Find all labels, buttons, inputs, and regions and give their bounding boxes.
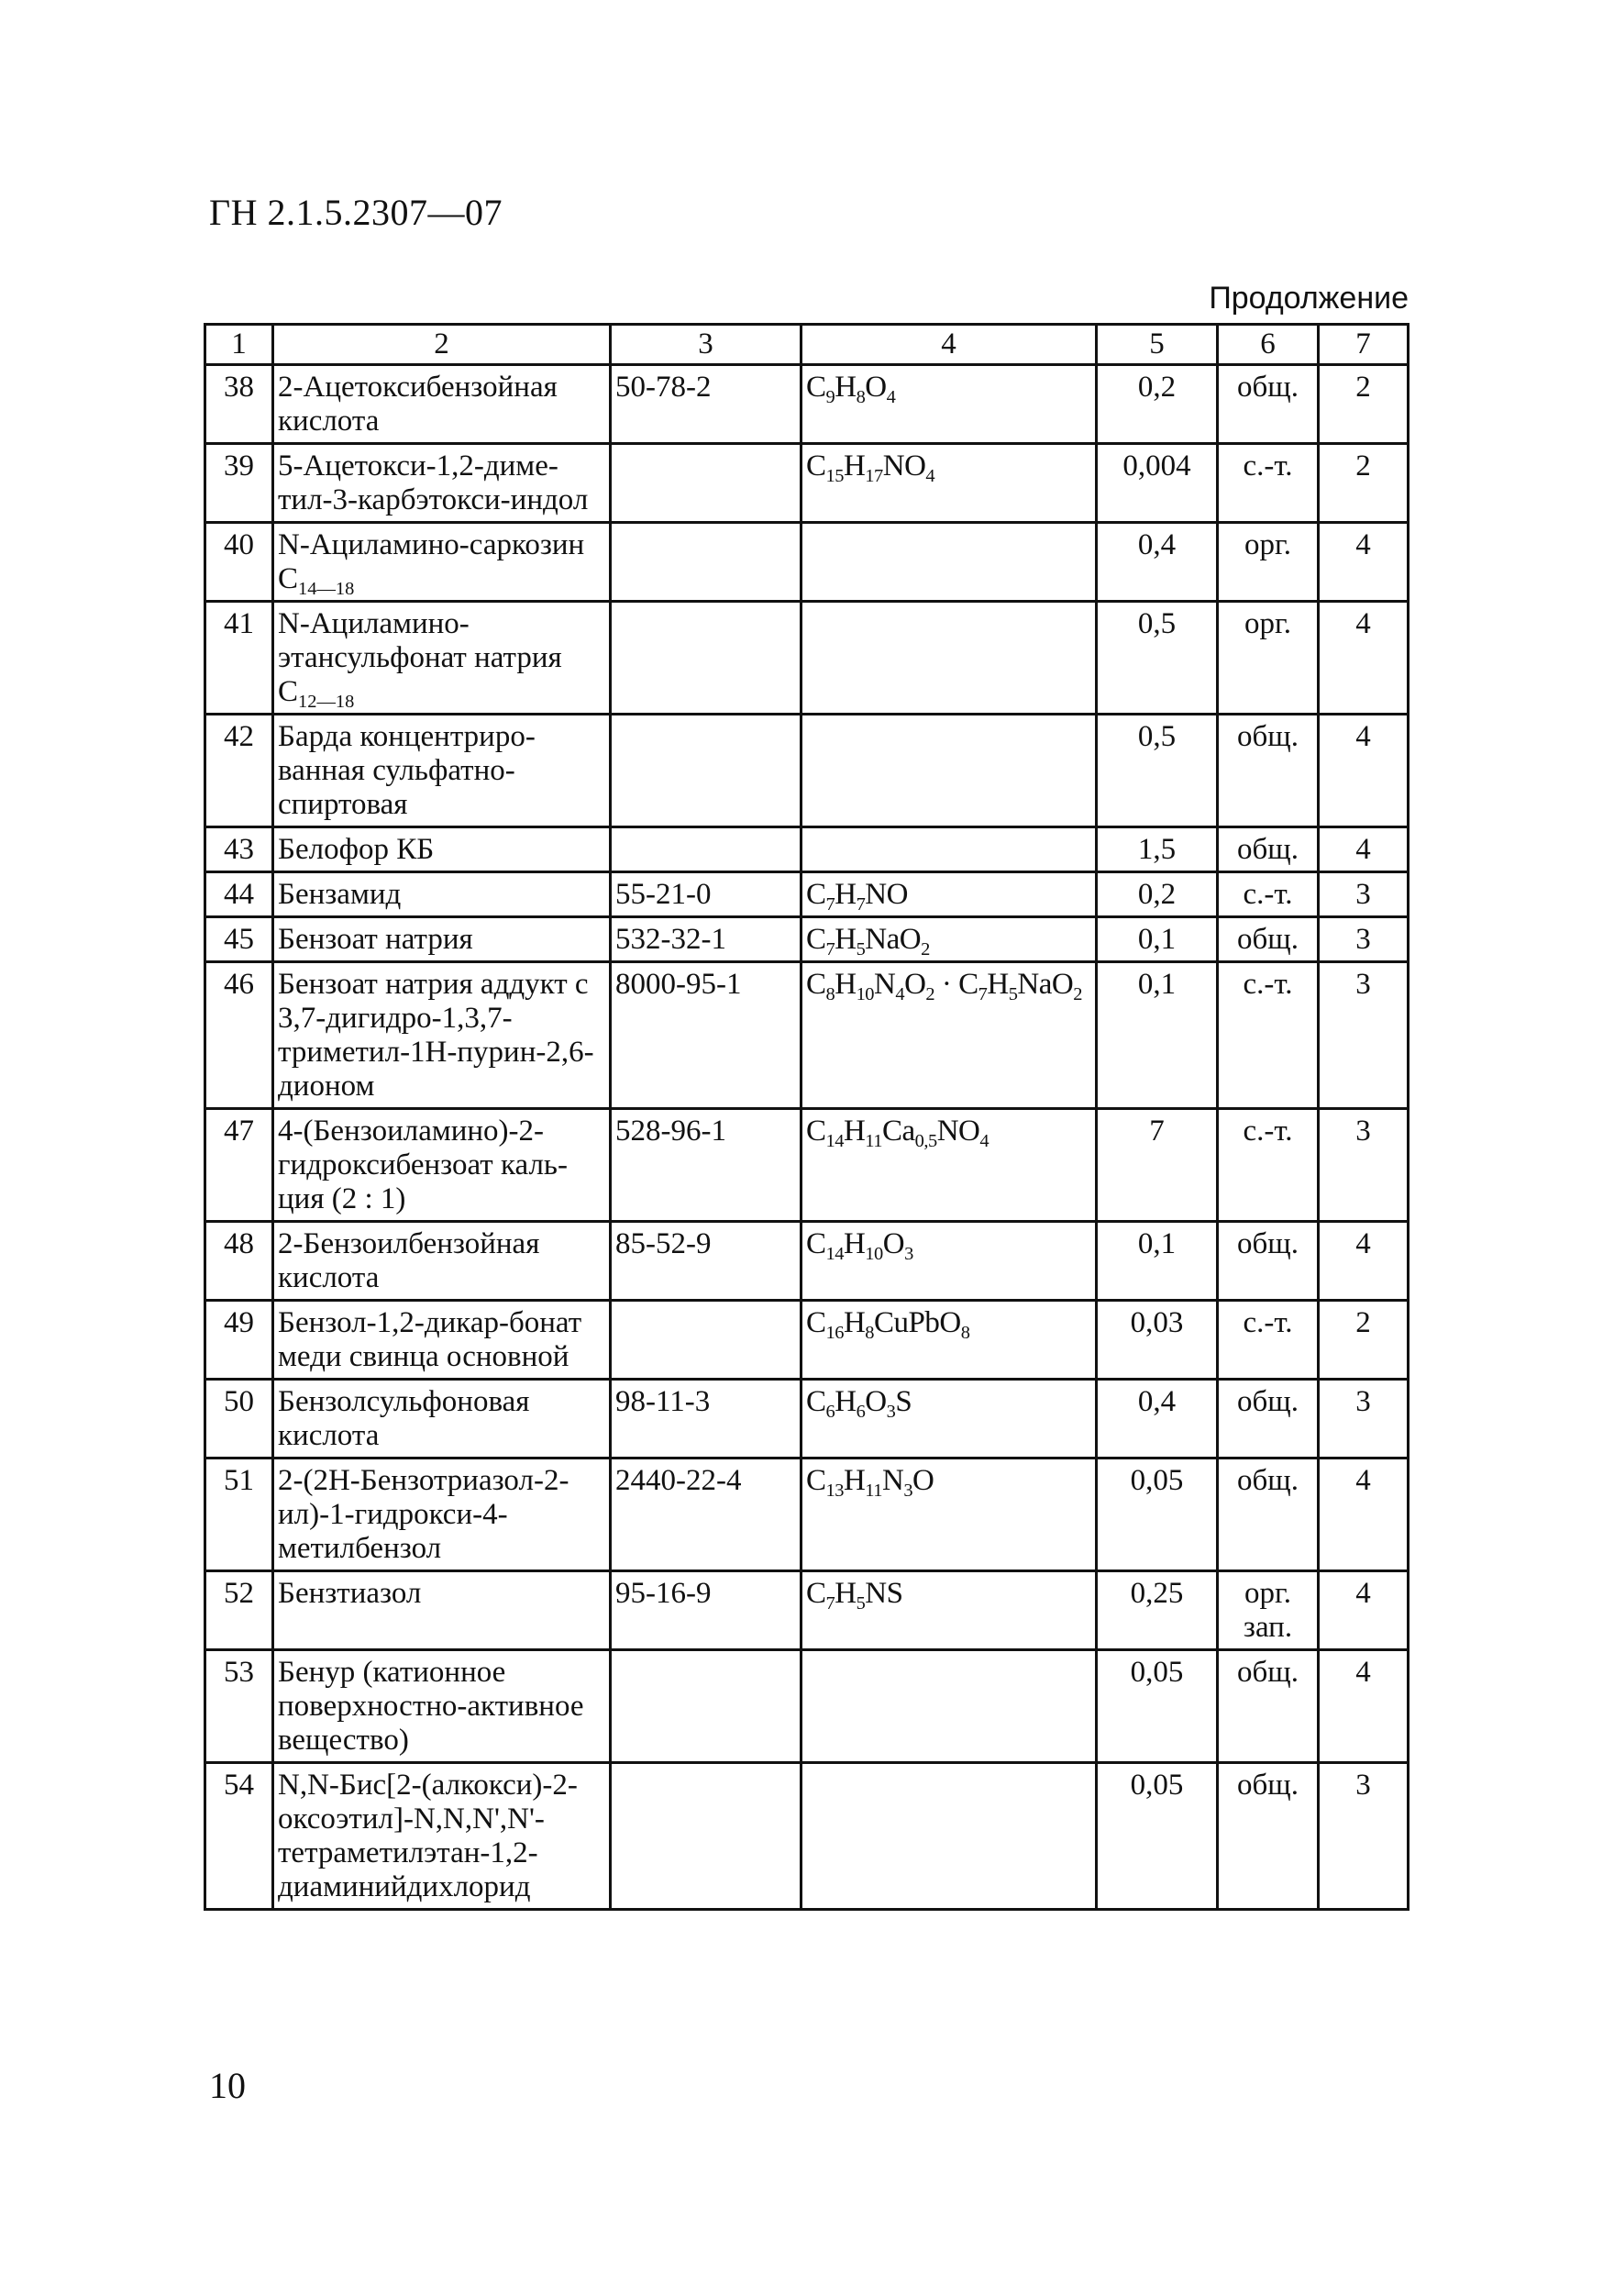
hazard-class: 4 [1319, 1571, 1409, 1650]
chemical-formula [802, 715, 1097, 827]
cas-number [611, 827, 802, 872]
hazard-class: 3 [1319, 872, 1409, 917]
hazard-indicator: с.-т. [1218, 1301, 1319, 1380]
hazard-indicator: общ. [1218, 827, 1319, 872]
substance-name: Барда концентриро-ванная сульфатно-спиртовая [273, 715, 611, 827]
hazard-indicator: орг. [1218, 523, 1319, 602]
cas-number: 2440-22-4 [611, 1459, 802, 1571]
substance-name: Бенур (катионное поверхностно-активное вещество) [273, 1650, 611, 1763]
chemical-formula: $C_7H_5NaO_2$ [802, 917, 1097, 962]
hazard-class: 4 [1319, 827, 1409, 872]
chemical-formula: $C_{15}H_{17}NO_4$ [802, 444, 1097, 523]
chemical-formula [802, 827, 1097, 872]
hazard-indicator: общ. [1218, 1380, 1319, 1459]
table-row [205, 365, 1409, 444]
hazard-class: 4 [1319, 523, 1409, 602]
table-row [205, 827, 1409, 872]
max-allowable-concentration: 0,03 [1097, 1301, 1218, 1380]
substance-name: Бензоат натрия [273, 917, 611, 962]
chemical-formula: $C_7H_5NS$ [802, 1571, 1097, 1650]
row-number: 46 [205, 962, 273, 1109]
table-row [205, 1763, 1409, 1910]
substance-name: 5-Ацетокси-1,2-диме-тил-3-карбэтокси-индол [273, 444, 611, 523]
hazard-indicator: общ. [1218, 917, 1319, 962]
cas-number [611, 715, 802, 827]
max-allowable-concentration: 0,2 [1097, 872, 1218, 917]
hazard-indicator: с.-т. [1218, 444, 1319, 523]
hazard-class: 3 [1319, 1380, 1409, 1459]
hazard-indicator: общ. [1218, 1650, 1319, 1763]
chemical-formula: $C_{14}H_{10}O_3$ [802, 1222, 1097, 1301]
column-header: 5 [1097, 325, 1218, 365]
hazard-indicator: общ. [1218, 715, 1319, 827]
row-number: 43 [205, 827, 273, 872]
table-row [205, 1222, 1409, 1301]
column-header: 6 [1218, 325, 1319, 365]
cas-number: 8000-95-1 [611, 962, 802, 1109]
row-number: 47 [205, 1109, 273, 1222]
row-number: 45 [205, 917, 273, 962]
hazard-class: 2 [1319, 365, 1409, 444]
hazard-indicator: общ. [1218, 1459, 1319, 1571]
hazard-class: 3 [1319, 1109, 1409, 1222]
column-header: 3 [611, 325, 802, 365]
hazard-indicator: с.-т. [1218, 962, 1319, 1109]
table-row [205, 962, 1409, 1109]
max-allowable-concentration: 0,1 [1097, 1222, 1218, 1301]
table-row [205, 1109, 1409, 1222]
row-number: 42 [205, 715, 273, 827]
max-allowable-concentration: 0,4 [1097, 523, 1218, 602]
column-header: 7 [1319, 325, 1409, 365]
hazard-indicator: общ. [1218, 365, 1319, 444]
table-row [205, 1380, 1409, 1459]
table-row [205, 917, 1409, 962]
row-number: 40 [205, 523, 273, 602]
hazard-indicator: орг. [1218, 602, 1319, 715]
row-number: 50 [205, 1380, 273, 1459]
max-allowable-concentration: 0,25 [1097, 1571, 1218, 1650]
table-row [205, 1459, 1409, 1571]
substance-name: 4-(Бензоиламино)-2-гидроксибензоат каль-ция (2 : 1) [273, 1109, 611, 1222]
hazard-class: 3 [1319, 917, 1409, 962]
table-row [205, 444, 1409, 523]
substance-name: 2-Ацетоксибензойная кислота [273, 365, 611, 444]
hazard-indicator: с.-т. [1218, 872, 1319, 917]
substance-name: Бензолсульфоновая кислота [273, 1380, 611, 1459]
row-number: 52 [205, 1571, 273, 1650]
chemical-formula: $C_8H_{10}N_4O_2 \cdot C_7H_5NaO_2$ [802, 962, 1097, 1109]
row-number: 51 [205, 1459, 273, 1571]
hazard-indicator: общ. [1218, 1763, 1319, 1910]
column-header: 4 [802, 325, 1097, 365]
max-allowable-concentration: 0,5 [1097, 715, 1218, 827]
hazard-class: 3 [1319, 962, 1409, 1109]
table-row [205, 872, 1409, 917]
substance-name: N,N-Бис[2-(алкокси)-2-оксоэтил]-N,N,N',N'-тетраметилэтан-1,2-диаминийдихлорид [273, 1763, 611, 1910]
hazard-class: 2 [1319, 1301, 1409, 1380]
hazard-indicator: общ. [1218, 1222, 1319, 1301]
row-number: 54 [205, 1763, 273, 1910]
substance-name: Бензтиазол [273, 1571, 611, 1650]
chemical-formula [802, 1650, 1097, 1763]
table-header-row [205, 325, 1409, 365]
cas-number [611, 1301, 802, 1380]
max-allowable-concentration: 0,1 [1097, 962, 1218, 1109]
chemical-formula: $C_9H_8O_4$ [802, 365, 1097, 444]
substance-name: Бензол-1,2-дикар-бонат меди свинца основной [273, 1301, 611, 1380]
hazard-class: 4 [1319, 1222, 1409, 1301]
cas-number [611, 523, 802, 602]
column-header: 1 [205, 325, 273, 365]
row-number: 53 [205, 1650, 273, 1763]
chemical-formula: $C_{14}H_{11}Ca_{0,5}NO_4$ [802, 1109, 1097, 1222]
cas-number [611, 1763, 802, 1910]
substance-name: 2-Бензоилбензойная кислота [273, 1222, 611, 1301]
cas-number [611, 444, 802, 523]
table-row [205, 1301, 1409, 1380]
cas-number: 85-52-9 [611, 1222, 802, 1301]
row-number: 48 [205, 1222, 273, 1301]
cas-number [611, 602, 802, 715]
cas-number: 95-16-9 [611, 1571, 802, 1650]
document-code: ГН 2.1.5.2307—07 [209, 192, 503, 233]
cas-number: 55-21-0 [611, 872, 802, 917]
substance-name: Бензоат натрия аддукт с 3,7-дигидро-1,3,7-триметил-1Н-пурин-2,6-дионом [273, 962, 611, 1109]
page-number: 10 [209, 2065, 246, 2106]
table-row [205, 1650, 1409, 1763]
substances-table [204, 323, 1410, 1911]
row-number: 49 [205, 1301, 273, 1380]
substance-name: Бензамид [273, 872, 611, 917]
row-number: 39 [205, 444, 273, 523]
substance-name: N-Ациламино-этансульфонат натрия $C_{12—18}$ [273, 602, 611, 715]
chemical-formula [802, 523, 1097, 602]
row-number: 38 [205, 365, 273, 444]
table-row [205, 523, 1409, 602]
hazard-indicator: орг. зап. [1218, 1571, 1319, 1650]
continuation-label: Продолжение [1209, 281, 1409, 316]
chemical-formula [802, 1763, 1097, 1910]
hazard-class: 4 [1319, 1459, 1409, 1571]
max-allowable-concentration: 7 [1097, 1109, 1218, 1222]
max-allowable-concentration: 1,5 [1097, 827, 1218, 872]
max-allowable-concentration: 0,5 [1097, 602, 1218, 715]
substance-name: 2-(2Н-Бензотриазол-2-ил)-1-гидрокси-4-метилбензол [273, 1459, 611, 1571]
cas-number [611, 1650, 802, 1763]
hazard-class: 2 [1319, 444, 1409, 523]
substance-name: N-Ациламино-саркозин $C_{14—18}$ [273, 523, 611, 602]
max-allowable-concentration: 0,1 [1097, 917, 1218, 962]
max-allowable-concentration: 0,05 [1097, 1650, 1218, 1763]
cas-number: 98-11-3 [611, 1380, 802, 1459]
chemical-formula: $C_{16}H_8CuPbO_8$ [802, 1301, 1097, 1380]
cas-number: 528-96-1 [611, 1109, 802, 1222]
substance-name: Белофор КБ [273, 827, 611, 872]
hazard-class: 4 [1319, 1650, 1409, 1763]
row-number: 44 [205, 872, 273, 917]
max-allowable-concentration: 0,004 [1097, 444, 1218, 523]
hazard-class: 3 [1319, 1763, 1409, 1910]
chemical-formula [802, 602, 1097, 715]
chemical-formula: $C_{13}H_{11}N_3O$ [802, 1459, 1097, 1571]
table-row [205, 715, 1409, 827]
chemical-formula: $C_7H_7NO$ [802, 872, 1097, 917]
hazard-class: 4 [1319, 602, 1409, 715]
hazard-class: 4 [1319, 715, 1409, 827]
max-allowable-concentration: 0,2 [1097, 365, 1218, 444]
table-row [205, 602, 1409, 715]
max-allowable-concentration: 0,05 [1097, 1763, 1218, 1910]
max-allowable-concentration: 0,4 [1097, 1380, 1218, 1459]
row-number: 41 [205, 602, 273, 715]
cas-number: 532-32-1 [611, 917, 802, 962]
column-header: 2 [273, 325, 611, 365]
cas-number: 50-78-2 [611, 365, 802, 444]
max-allowable-concentration: 0,05 [1097, 1459, 1218, 1571]
chemical-formula: $C_6H_6O_3S$ [802, 1380, 1097, 1459]
table-row [205, 1571, 1409, 1650]
hazard-indicator: с.-т. [1218, 1109, 1319, 1222]
